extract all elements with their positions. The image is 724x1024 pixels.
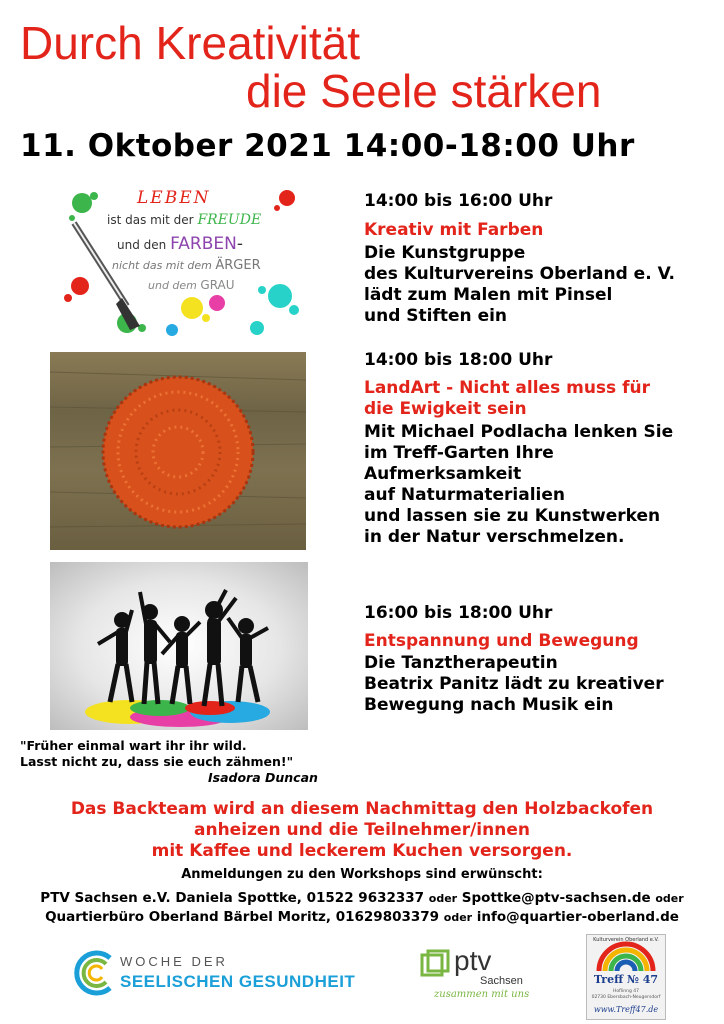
leben-line-5	[148, 278, 235, 292]
ptv-square-icon	[420, 949, 450, 979]
quote-author: Isadora Duncan	[208, 770, 318, 785]
title-line-1: Durch Kreativität	[20, 17, 361, 69]
date-dash: -	[444, 128, 459, 164]
dancers-silhouette-icon	[50, 562, 308, 730]
leben-word: LEBEN	[137, 188, 211, 208]
treff-name: Treff № 47	[593, 973, 659, 986]
session-1-time: 14:00 bis 16:00 Uhr	[364, 191, 553, 211]
dancers-image	[50, 562, 308, 730]
session-3-text: Die Tanztherapeutin Beatrix Panitz lädt zu kreativer Bewegung nach Musik ein	[364, 653, 664, 715]
event-date	[20, 128, 635, 164]
nicht-das-mit-dem: nicht das mit dem	[112, 259, 212, 272]
treff-arc-text: Kulturverein Oberland e.V.	[593, 937, 659, 943]
registration-line-1	[0, 889, 724, 908]
grau-word: GRAU	[200, 278, 235, 292]
treff47-logo	[586, 934, 666, 1020]
session-1-text: Die Kunstgruppe des Kulturvereins Oberland e. V. lädt zum Malen mit Pinsel und Stiften ein	[364, 243, 675, 326]
leben-line-2	[107, 212, 261, 228]
berry-circle-icon	[50, 352, 306, 550]
treff-addr-1: Hoflinng 47	[613, 989, 639, 994]
date-day: 11.	[20, 128, 77, 164]
session-2-text: Mit Michael Podlacha lenken Sie im Treff-Garten Ihre Aufmerksamkeit auf Naturmaterialien und lassen sie zu Kunstwerken in der Natur verschmelzen.	[364, 422, 674, 547]
or-1: oder	[428, 892, 458, 905]
session-1-title: Kreativ mit Farben	[364, 220, 544, 240]
treff-rainbow-icon	[591, 939, 661, 973]
session-3-time: 16:00 bis 18:00 Uhr	[364, 603, 553, 623]
registration-line-2	[0, 908, 724, 927]
leben-paint-image	[52, 178, 302, 343]
or-3: oder	[443, 911, 473, 924]
registration-intro: Anmeldungen zu den Workshops sind erwünscht:	[181, 867, 543, 882]
date-start: Oktober 2021 14:00	[87, 128, 445, 164]
title-line-2: die Seele stärken	[246, 65, 602, 117]
email-ptv[interactable]: Spottke@ptv-sachsen.de	[461, 890, 651, 906]
bake-team-text: Das Backteam wird an diesem Nachmittag den Holzbackofen anheizen und die Teilnehmer/innen mit Kaffee und leckerem Kuchen versorgen.	[70, 799, 654, 861]
und-dem: und dem	[148, 279, 197, 292]
landart-berry-image	[50, 352, 306, 550]
quote-text: "Früher einmal wart ihr ihr wild. Lasst nicht zu, dass sie euch zähmen!"	[20, 738, 294, 769]
woche-bottom-text: SEELISCHEN GESUNDHEIT	[120, 972, 356, 991]
woche-swirl-icon	[70, 948, 120, 998]
leben-phrase: ist das mit der	[107, 213, 194, 227]
session-2-time: 14:00 bis 18:00 Uhr	[364, 350, 553, 370]
treff-addr-2: 02730 Ebersbach-Neugersdorf	[591, 995, 661, 1000]
woche-top-text: WOCHE DER	[120, 954, 228, 969]
farben-dash: -	[236, 234, 243, 254]
aerger-word: ÄRGER	[215, 258, 261, 273]
session-2-title: LandArt - Nicht alles muss für die Ewigkeit sein	[364, 378, 650, 419]
session-3-title: Entspannung und Bewegung	[364, 631, 639, 651]
ptv-logo	[420, 945, 540, 1005]
ptv-slogan: zusammen mit uns	[434, 989, 530, 1000]
contact-ptv: PTV Sachsen e.V. Daniela Spottke, 01522 9632337	[40, 890, 425, 906]
freude-word: FREUDE	[197, 212, 262, 228]
treff-url[interactable]: www.Treff47.de	[593, 1005, 659, 1014]
ptv-name: ptv	[454, 945, 492, 976]
or-2: oder	[655, 892, 684, 905]
farben-word: FARBEN	[170, 234, 237, 254]
ptv-region: Sachsen	[480, 975, 523, 987]
email-quartier[interactable]: info@quartier-oberland.de	[476, 909, 679, 925]
date-end: 18:00 Uhr	[458, 128, 635, 164]
leben-line-3	[117, 234, 243, 254]
woche-logo	[70, 948, 370, 998]
leben-line-4	[112, 258, 261, 273]
contact-quartier: Quartierbüro Oberland Bärbel Moritz, 01629803379	[45, 909, 440, 925]
und-den: und den	[117, 238, 167, 252]
